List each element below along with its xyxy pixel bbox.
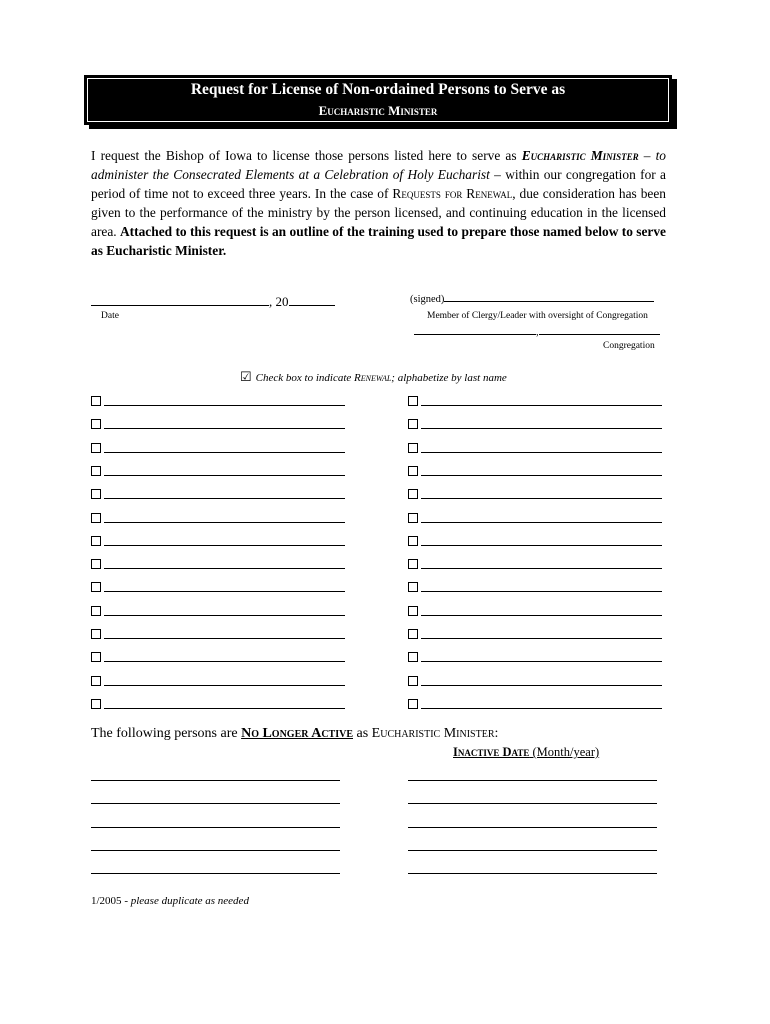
minister-name-line[interactable] <box>421 626 662 639</box>
inactive-date-line[interactable] <box>408 803 657 804</box>
minister-name-line[interactable] <box>104 579 345 592</box>
renewal-note-text: Check box to indicate <box>255 372 355 384</box>
renewal-checkbox[interactable] <box>408 396 418 406</box>
year-line[interactable] <box>289 305 335 306</box>
minister-name-line[interactable] <box>421 440 662 453</box>
minister-name-line[interactable] <box>421 696 662 709</box>
inactive-date-label: Inactive Date <box>453 745 530 759</box>
form-subtitle: Eucharistic Minister <box>318 103 438 118</box>
renewal-note-caps: Renewal <box>354 372 392 384</box>
inactive-colon: : <box>494 726 499 741</box>
minister-name-line[interactable] <box>104 533 345 546</box>
inactive-date-line[interactable] <box>408 873 657 874</box>
renewal-checkbox[interactable] <box>408 629 418 639</box>
renewal-checkbox[interactable] <box>408 582 418 592</box>
minister-row-right <box>408 551 662 565</box>
renewal-checkbox[interactable] <box>91 513 101 523</box>
minister-name-line[interactable] <box>104 463 345 476</box>
minister-row-left <box>91 574 345 588</box>
minister-row-right <box>408 598 662 612</box>
form-revision-date: 1/2005 <box>91 895 122 907</box>
minister-name-line[interactable] <box>421 649 662 662</box>
minister-name-line[interactable] <box>104 696 345 709</box>
renewal-instruction <box>240 369 507 385</box>
paragraph-text-2: within our congregation for a period of time not to exceed three years. In the case of <box>91 167 666 201</box>
renewal-checkbox[interactable] <box>408 466 418 476</box>
renewal-checkbox[interactable] <box>91 629 101 639</box>
minister-name-line[interactable] <box>104 510 345 523</box>
minister-row-right <box>408 411 662 425</box>
renewal-checkbox[interactable] <box>408 559 418 569</box>
minister-row-right <box>408 435 662 449</box>
minister-row-left <box>91 668 345 682</box>
date-field[interactable] <box>91 294 335 310</box>
renewal-checkbox[interactable] <box>91 489 101 499</box>
minister-row-left <box>91 458 345 472</box>
inactive-date-format: (Month/year) <box>529 745 600 759</box>
footer-note <box>91 895 249 907</box>
paragraph-requests-for-renewal: Requests for Renewal <box>392 186 513 201</box>
inactive-name-line[interactable] <box>91 873 340 874</box>
clergy-label: Member of Clergy/Leader with oversight of Congregation <box>427 311 648 321</box>
minister-name-line[interactable] <box>104 486 345 499</box>
minister-row-right <box>408 574 662 588</box>
minister-row-left <box>91 598 345 612</box>
checked-box-icon: ☑ <box>240 369 252 384</box>
minister-row-right <box>408 668 662 682</box>
request-paragraph <box>91 146 666 260</box>
minister-row-left <box>91 551 345 565</box>
minister-row-left <box>91 435 345 449</box>
minister-row-left <box>91 528 345 542</box>
renewal-checkbox[interactable] <box>408 606 418 616</box>
date-year-prefix: , 20 <box>269 294 289 309</box>
title-banner <box>84 75 672 125</box>
minister-name-line[interactable] <box>421 393 662 406</box>
inactive-eucharistic-minister: Eucharistic Minister <box>371 726 495 741</box>
inactive-date-line[interactable] <box>408 827 657 828</box>
renewal-checkbox[interactable] <box>408 419 418 429</box>
inactive-date-header <box>453 745 599 760</box>
renewal-checkbox[interactable] <box>91 582 101 592</box>
inactive-name-line[interactable] <box>91 803 340 804</box>
minister-name-line[interactable] <box>421 579 662 592</box>
renewal-checkbox[interactable] <box>91 676 101 686</box>
signed-label: (signed) <box>410 294 445 305</box>
paragraph-eucharistic-minister: Eucharistic Minister <box>521 148 639 163</box>
date-label: Date <box>101 311 119 321</box>
inactive-name-line[interactable] <box>91 827 340 828</box>
renewal-checkbox[interactable] <box>91 396 101 406</box>
minister-row-right <box>408 621 662 635</box>
minister-name-line[interactable] <box>421 463 662 476</box>
minister-row-left <box>91 691 345 705</box>
minister-row-left <box>91 411 345 425</box>
inactive-heading <box>91 726 498 742</box>
renewal-checkbox[interactable] <box>408 699 418 709</box>
minister-row-right <box>408 388 662 402</box>
congregation-field[interactable] <box>414 327 660 338</box>
minister-name-line[interactable] <box>421 486 662 499</box>
minister-name-line[interactable] <box>104 416 345 429</box>
renewal-checkbox[interactable] <box>91 606 101 616</box>
minister-row-right <box>408 644 662 658</box>
minister-row-right <box>408 481 662 495</box>
inactive-date-line[interactable] <box>408 780 657 781</box>
renewal-checkbox[interactable] <box>408 676 418 686</box>
renewal-note-after: ; alphabetize by last name <box>391 372 507 384</box>
renewal-checkbox[interactable] <box>408 652 418 662</box>
minister-name-line[interactable] <box>421 510 662 523</box>
inactive-text-middle: as <box>353 726 372 741</box>
renewal-checkbox[interactable] <box>408 536 418 546</box>
minister-name-line[interactable] <box>104 626 345 639</box>
renewal-checkbox[interactable] <box>91 419 101 429</box>
minister-name-line[interactable] <box>421 603 662 616</box>
minister-name-line[interactable] <box>104 556 345 569</box>
inactive-text-before: The following persons are <box>91 726 242 741</box>
renewal-checkbox[interactable] <box>91 443 101 453</box>
minister-row-left <box>91 481 345 495</box>
minister-row-left <box>91 621 345 635</box>
date-line[interactable] <box>91 305 269 306</box>
minister-name-line[interactable] <box>104 673 345 686</box>
form-title: Request for License of Non-ordained Persons to Serve as <box>190 81 566 98</box>
paragraph-text-3: , due consideration has been given to the performance of the ministry by the person licensed, and continuing education in the licensed area. <box>91 186 666 239</box>
minister-row-right <box>408 458 662 472</box>
signature-field[interactable] <box>410 294 654 305</box>
minister-row-right <box>408 691 662 705</box>
minister-name-line[interactable] <box>104 649 345 662</box>
minister-name-line[interactable] <box>421 416 662 429</box>
minister-name-line[interactable] <box>421 673 662 686</box>
minister-row-left <box>91 644 345 658</box>
renewal-checkbox[interactable] <box>91 652 101 662</box>
congregation-comma: , <box>536 327 539 338</box>
inactive-date-line[interactable] <box>408 850 657 851</box>
no-longer-active: No Longer Active <box>241 726 353 741</box>
congregation-line-2[interactable] <box>539 334 660 335</box>
renewal-checkbox[interactable] <box>408 513 418 523</box>
congregation-label: Congregation <box>603 341 655 351</box>
minister-row-right <box>408 505 662 519</box>
signature-line[interactable] <box>444 301 654 302</box>
minister-row-left <box>91 505 345 519</box>
paragraph-text-1: I request the Bishop of Iowa to license those persons listed here to serve as <box>91 148 522 163</box>
congregation-line-1[interactable] <box>414 334 536 335</box>
inactive-name-line[interactable] <box>91 780 340 781</box>
renewal-checkbox[interactable] <box>91 466 101 476</box>
minister-row-left <box>91 388 345 402</box>
minister-name-line[interactable] <box>421 556 662 569</box>
duplicate-note: - please duplicate as needed <box>121 895 249 907</box>
paragraph-bold-text: Attached to this request is an outline of the training used to prepare those named below to serve as Eucharistic Minister. <box>91 224 666 258</box>
minister-name-line[interactable] <box>104 393 345 406</box>
minister-row-right <box>408 528 662 542</box>
renewal-checkbox[interactable] <box>91 536 101 546</box>
renewal-checkbox[interactable] <box>408 443 418 453</box>
renewal-checkbox[interactable] <box>408 489 418 499</box>
minister-name-line[interactable] <box>104 440 345 453</box>
minister-name-line[interactable] <box>421 533 662 546</box>
inactive-name-line[interactable] <box>91 850 340 851</box>
paragraph-italic-text: – to administer the Consecrated Elements at a Celebration of Holy Eucharist – <box>91 148 667 182</box>
renewal-checkbox[interactable] <box>91 699 101 709</box>
minister-name-line[interactable] <box>104 603 345 616</box>
renewal-checkbox[interactable] <box>91 559 101 569</box>
